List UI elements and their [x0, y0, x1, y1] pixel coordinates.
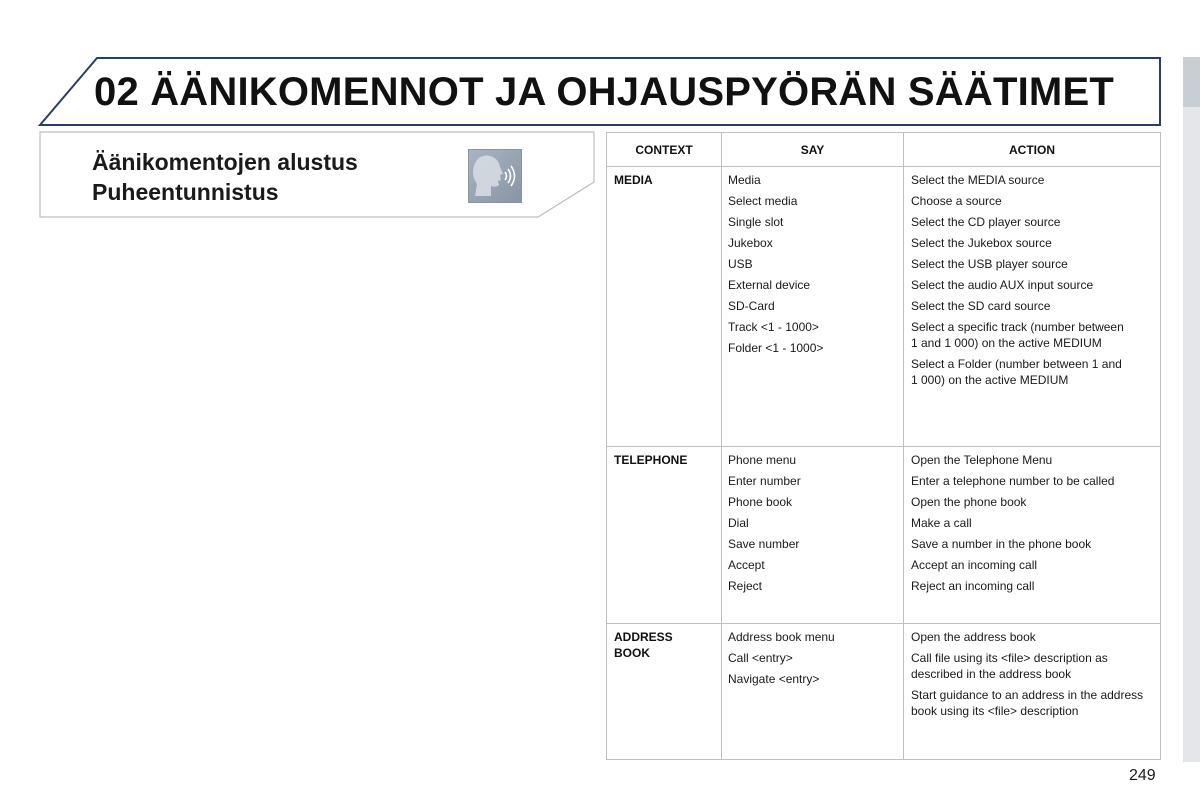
action-item: Select the USB player source: [911, 257, 1068, 271]
side-strip-marker: [1183, 57, 1200, 107]
say-item: Media: [728, 173, 761, 187]
context-address-book-line2: BOOK: [614, 646, 650, 660]
action-item: Make a call: [911, 516, 972, 530]
section-title-line2: Puheentunnistus: [92, 179, 279, 205]
action-list-media: [911, 172, 1124, 388]
action-item: Save a number in the phone book: [911, 537, 1092, 551]
say-item: Accept: [728, 558, 765, 572]
say-list-address-book: [728, 629, 835, 692]
say-list-telephone: [728, 452, 801, 599]
voice-recognition-icon: [468, 149, 522, 203]
say-item: Call <entry>: [728, 651, 793, 665]
say-item: Select media: [728, 194, 798, 208]
action-item: Start guidance to an address in the address: [911, 688, 1144, 702]
side-strip: [1183, 57, 1200, 762]
say-list-media: [728, 172, 823, 361]
action-item: Open the address book: [911, 630, 1036, 644]
action-item: Select the CD player source: [911, 215, 1061, 229]
say-item: Address book menu: [728, 630, 835, 644]
context-address-book-line1: ADDRESS: [614, 630, 673, 644]
say-item: SD-Card: [728, 299, 775, 313]
action-item: Select the SD card source: [911, 299, 1051, 313]
action-item: book using its <file> description: [911, 704, 1079, 718]
say-item: Reject: [728, 579, 763, 593]
voice-recognition-icon-glyph: [469, 150, 521, 202]
action-item: Select the MEDIA source: [911, 173, 1045, 187]
page-number: 249: [1129, 767, 1156, 784]
column-header-context: CONTEXT: [607, 133, 721, 167]
column-header-say: SAY: [721, 133, 904, 167]
row-divider: [607, 446, 1160, 447]
action-item: Select the Jukebox source: [911, 236, 1052, 250]
action-item: Select a Folder (number between 1 and: [911, 357, 1122, 371]
action-item: Open the Telephone Menu: [911, 453, 1053, 467]
say-item: Enter number: [728, 474, 801, 488]
say-item: External device: [728, 278, 811, 292]
say-item: Folder <1 - 1000>: [728, 341, 824, 355]
say-item: Phone book: [728, 495, 793, 509]
action-item: 1 and 1 000) on the active MEDIUM: [911, 336, 1102, 350]
section-heading-box: [0, 0, 600, 240]
action-item: Call file using its <file> description as: [911, 651, 1108, 665]
say-item: Dial: [728, 516, 749, 530]
say-item: Single slot: [728, 215, 784, 229]
action-list-telephone: [911, 452, 1114, 599]
action-item: Accept an incoming call: [911, 558, 1038, 572]
column-header-action: ACTION: [904, 133, 1160, 167]
context-media: MEDIA: [614, 173, 653, 187]
say-item: Track <1 - 1000>: [728, 320, 819, 334]
action-list-address-book: [911, 629, 1143, 719]
say-item: Phone menu: [728, 453, 797, 467]
section-title-line1: Äänikomentojen alustus: [92, 149, 358, 175]
action-item: Open the phone book: [911, 495, 1027, 509]
action-item: Select the audio AUX input source: [911, 278, 1094, 292]
action-item: described in the address book: [911, 667, 1072, 681]
action-item: Reject an incoming call: [911, 579, 1035, 593]
say-item: Navigate <entry>: [728, 672, 820, 686]
say-item: Save number: [728, 537, 800, 551]
action-item: 1 000) on the active MEDIUM: [911, 373, 1069, 387]
say-item: Jukebox: [728, 236, 773, 250]
action-item: Choose a source: [911, 194, 1002, 208]
voice-command-table: [606, 132, 1161, 760]
context-telephone: TELEPHONE: [614, 453, 688, 467]
page-title: 02 ÄÄNIKOMENNOT JA OHJAUSPYÖRÄN SÄÄTIMET: [94, 70, 1114, 114]
say-item: USB: [728, 257, 753, 271]
context-address-book: [614, 629, 673, 661]
action-item: Enter a telephone number to be called: [911, 474, 1115, 488]
row-divider: [607, 623, 1160, 624]
action-item: Select a specific track (number between: [911, 320, 1124, 334]
section-title: [92, 147, 358, 207]
